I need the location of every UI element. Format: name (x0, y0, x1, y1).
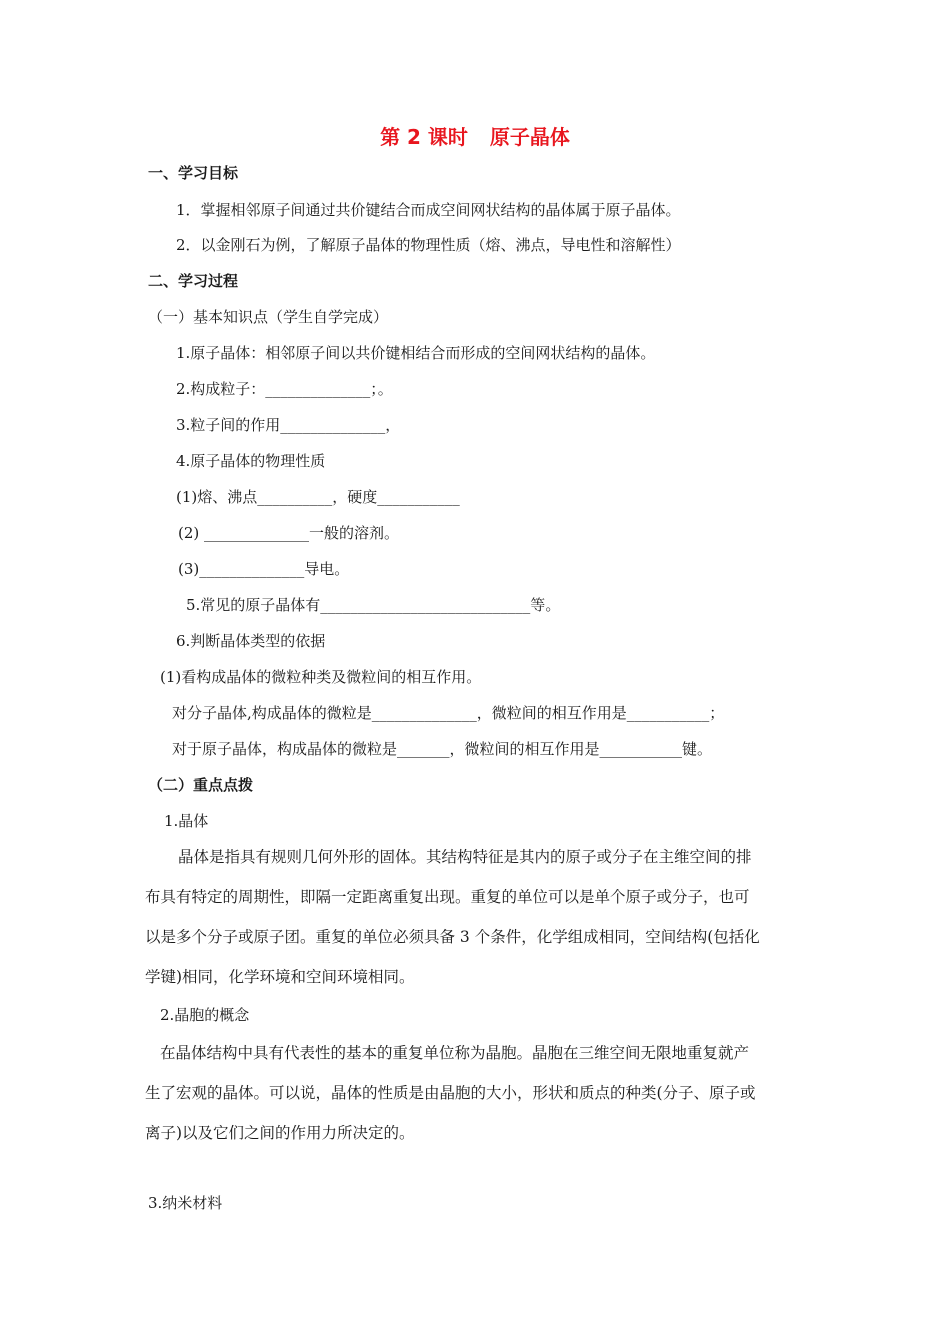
goal-item-2: 2．以金刚石为例，了解原子晶体的物理性质（熔、沸点，导电性和溶解性） (176, 236, 681, 254)
basics-line-4: 4.原子晶体的物理性质 (176, 452, 326, 470)
crystal-paragraph-line-1: 晶体是指具有规则几何外形的固体。其结构特征是其内的原子或分子在主维空间的排 (178, 848, 752, 866)
goal-item-1: 1．掌握相邻原子间通过共价键结合而成空间网状结构的晶体属于原子晶体。 (176, 201, 681, 219)
basics-line-2: 2.构成粒子：______________；。 (176, 380, 393, 398)
subsection-heading-basics: （一）基本知识点（学生自学完成） (148, 308, 389, 326)
basics-line-3: 3.粒子间的作用______________， (176, 416, 401, 434)
unit-cell-paragraph-line-2: 生了宏观的晶体。可以说，晶体的性质是由晶胞的大小，形状和质点的种类(分子、原子或 (145, 1084, 756, 1102)
subsection-heading-key-points: （二）重点点拨 (148, 776, 254, 794)
basics-line-12: 对于原子晶体，构成晶体的微粒是_______，微粒间的相互作用是___________键。 (172, 740, 713, 758)
basics-line-1: 1.原子晶体：相邻原子间以共价键相结合而形成的空间网状结构的晶体。 (176, 344, 656, 362)
section-heading-process: 二、学习过程 (148, 272, 239, 290)
basics-line-10: (1)看构成晶体的微粒种类及微粒间的相互作用。 (160, 668, 482, 686)
key-point-heading-nanomaterials: 3.纳米材料 (148, 1194, 223, 1212)
crystal-paragraph-line-3: 以是多个分子或原子团。重复的单位必须具备 3 个条件，化学组成相同，空间结构(包括化 (145, 928, 760, 946)
basics-line-7: (3)______________导电。 (178, 560, 350, 578)
lesson-topic: 原子晶体 (489, 125, 570, 149)
lesson-title (0, 124, 950, 150)
basics-line-9: 6.判断晶体类型的依据 (176, 632, 326, 650)
basics-line-8: 5.常见的原子晶体有____________________________等。 (186, 596, 561, 614)
lesson-number: 第 2 课时 (380, 125, 468, 149)
crystal-paragraph-line-2: 布具有特定的周期性，即隔一定距离重复出现。重复的单位可以是单个原子或分子，也可 (145, 888, 750, 906)
basics-line-6: (2) ______________一般的溶剂。 (178, 524, 400, 542)
unit-cell-paragraph-line-3: 离子)以及它们之间的作用力所决定的。 (145, 1124, 415, 1142)
unit-cell-paragraph-line-1: 在晶体结构中具有代表性的基本的重复单位称为晶胞。晶胞在三维空间无限地重复就产 (160, 1044, 750, 1062)
key-point-heading-unit-cell: 2.晶胞的概念 (160, 1006, 250, 1024)
basics-line-5: (1)熔、沸点__________，硬度___________ (176, 488, 460, 506)
key-point-heading-crystal: 1.晶体 (164, 812, 209, 830)
basics-line-11: 对分子晶体,构成晶体的微粒是______________，微粒间的相互作用是___________； (172, 704, 725, 722)
crystal-paragraph-line-4: 学键)相同，化学环境和空间环境相同。 (145, 968, 415, 986)
section-heading-goals: 一、学习目标 (148, 164, 239, 182)
